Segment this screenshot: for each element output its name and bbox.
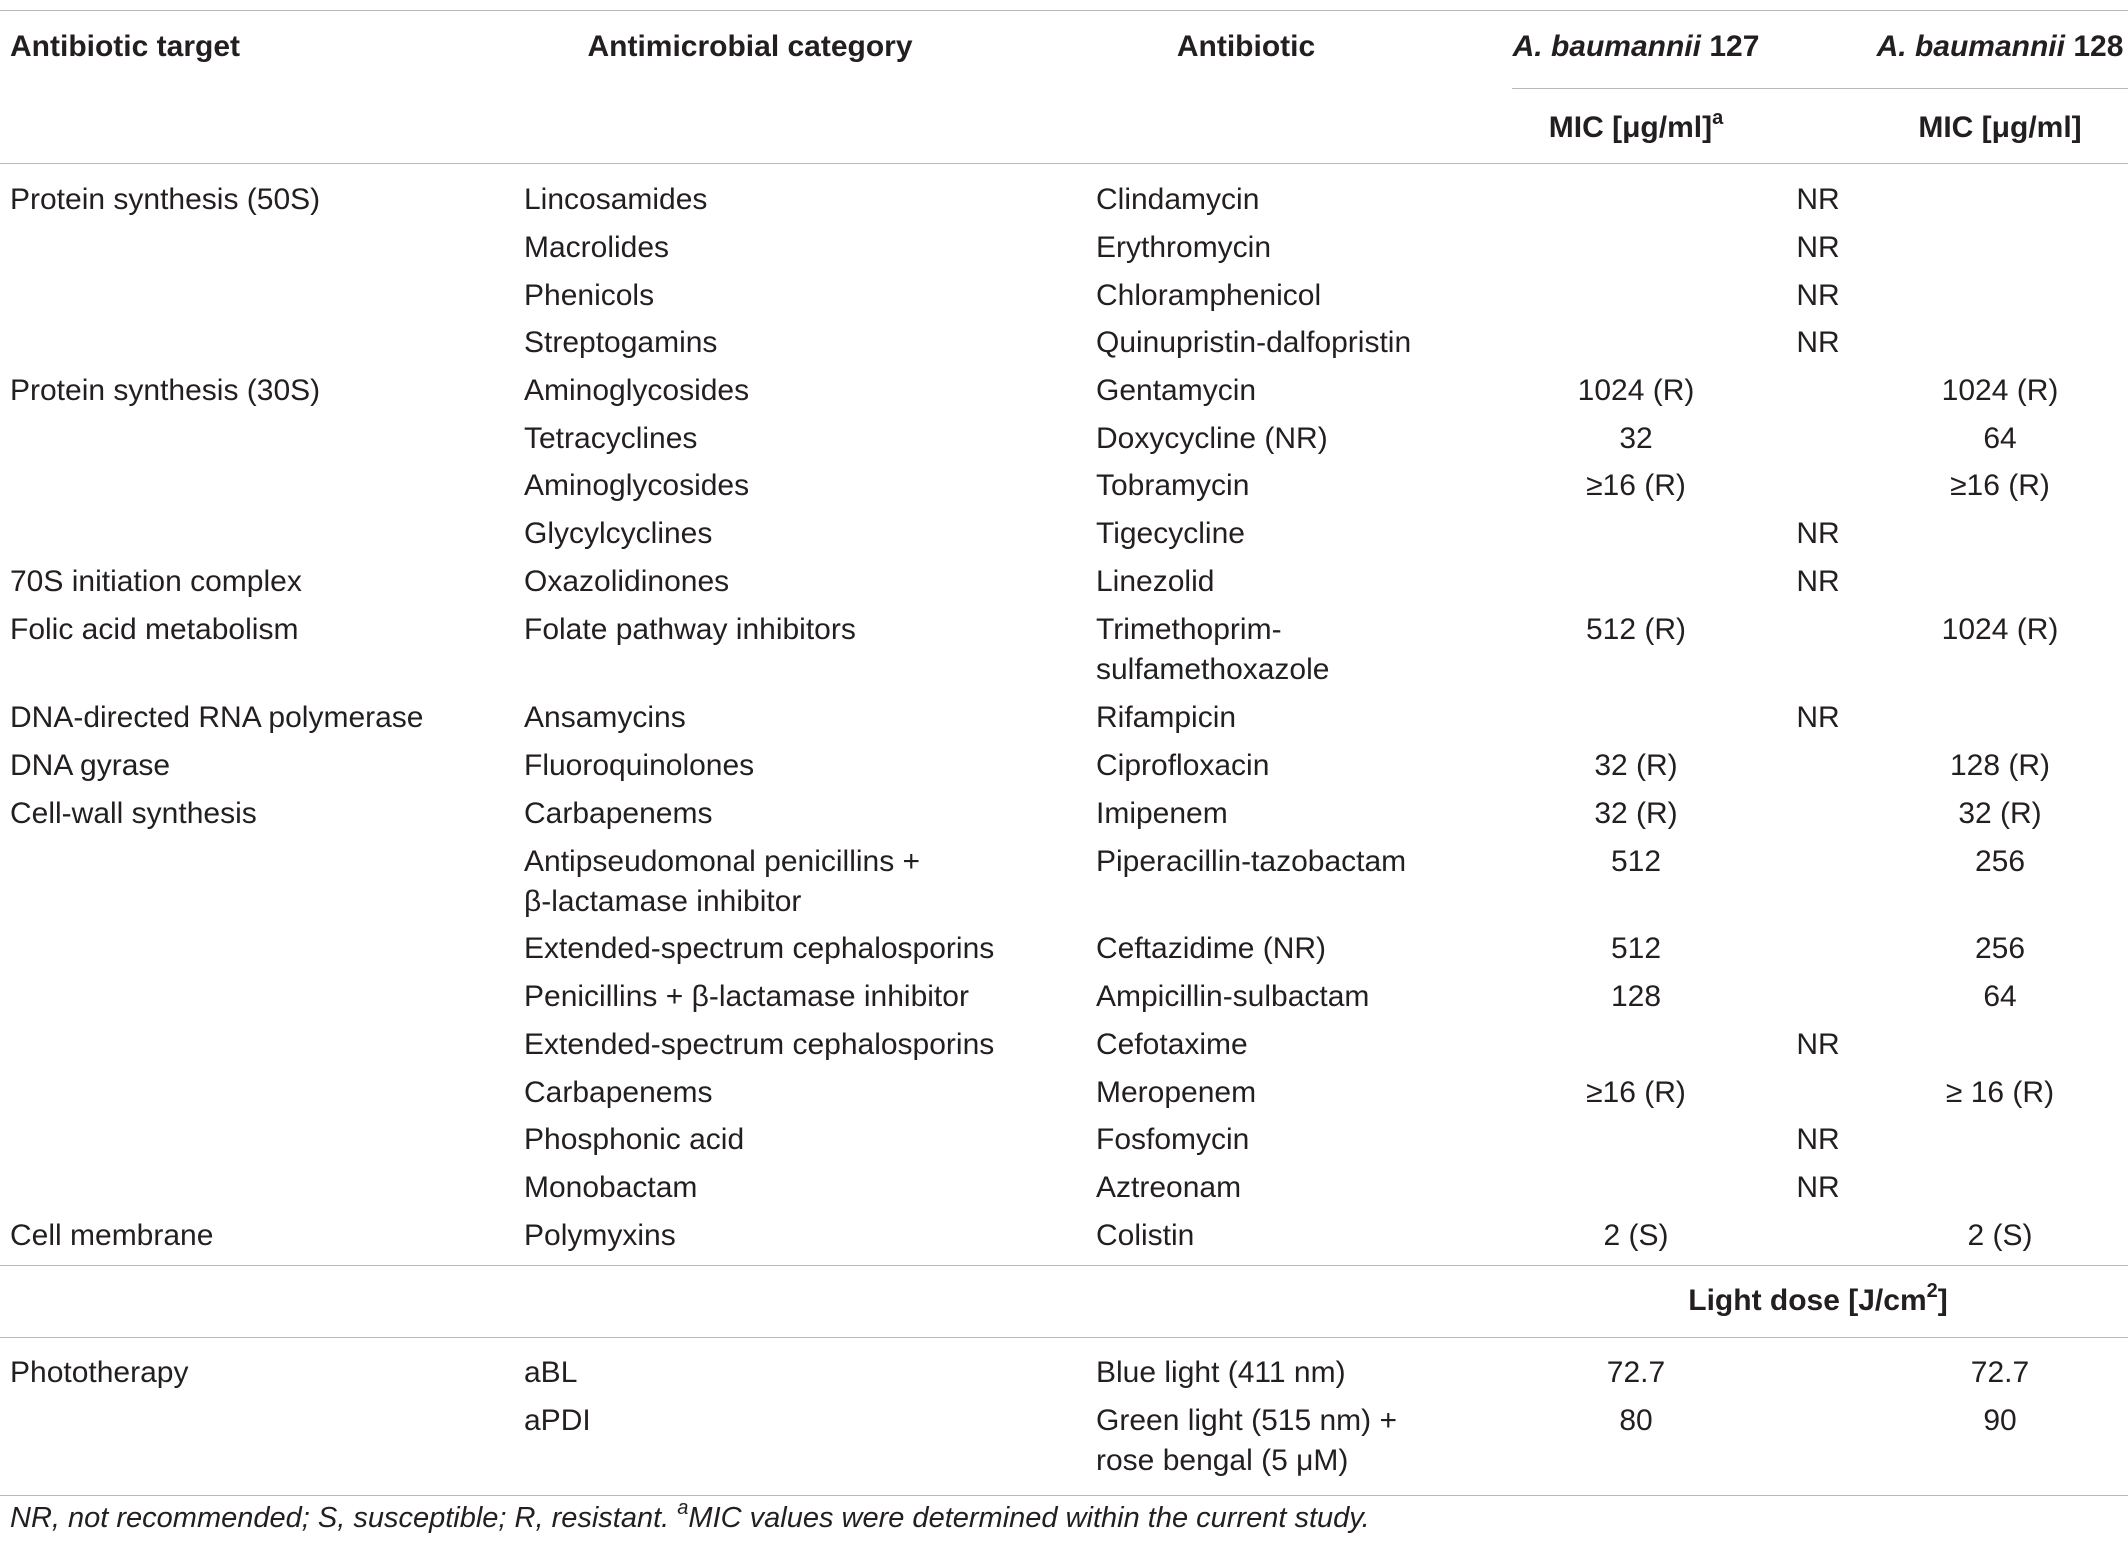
cell-antibiotic-target: Protein synthesis (30S)	[10, 374, 321, 407]
cell-mic-127: 32 (R)	[1594, 749, 1678, 782]
cell-antibiotic-target: Cell-wall synthesis	[10, 797, 257, 830]
cell-antimicrobial-category: Carbapenems	[524, 1076, 713, 1109]
cell-antibiotic: Meropenem	[1096, 1076, 1257, 1109]
top-rule	[0, 10, 2128, 11]
cell-antibiotic: Cefotaxime	[1096, 1028, 1248, 1061]
cell-antibiotic: Tobramycin	[1096, 469, 1250, 502]
cell-antibiotic-line2: sulfamethoxazole	[1096, 653, 1330, 686]
cell-mic-127: 1024 (R)	[1577, 374, 1695, 407]
bottom-rule	[0, 1495, 2128, 1496]
cell-antibiotic-target: Cell membrane	[10, 1219, 214, 1252]
cell-light-dose-127: 80	[1619, 1404, 1653, 1437]
cell-antibiotic-target: Protein synthesis (50S)	[10, 183, 321, 216]
cell-antibiotic-target: DNA-directed RNA polymerase	[10, 701, 424, 734]
cell-treatment: Green light (515 nm) +	[1096, 1404, 1397, 1437]
cell-treatment-line2: rose bengal (5 μM)	[1096, 1444, 1349, 1477]
cell-antimicrobial-category-line2: β-lactamase inhibitor	[524, 885, 802, 918]
cell-mic-127: ≥16 (R)	[1586, 1076, 1686, 1109]
cell-antimicrobial-category: Ansamycins	[524, 701, 686, 734]
cell-antibiotic: Ceftazidime (NR)	[1096, 932, 1327, 965]
cell-antimicrobial-category: Phenicols	[524, 279, 655, 312]
cell-mic-128: 32 (R)	[1958, 797, 2042, 830]
cell-antimicrobial-category: Extended-spectrum cephalosporins	[524, 932, 995, 965]
cell-antimicrobial-category: Fluoroquinolones	[524, 749, 755, 782]
cell-antimicrobial-category: Macrolides	[524, 231, 670, 264]
cell-antibiotic: Ciprofloxacin	[1096, 749, 1270, 782]
cell-antibiotic: Linezolid	[1096, 565, 1215, 598]
cell-antimicrobial-category: Aminoglycosides	[524, 374, 750, 407]
strain-header-rule	[1512, 88, 2128, 89]
cell-antimicrobial-category: Folate pathway inhibitors	[524, 613, 856, 646]
cell-not-recommended: NR	[1796, 1028, 1840, 1061]
header-light-dose: Light dose $[J/cm^2]$	[1688, 1280, 1948, 1317]
cell-mic-127: 512	[1610, 932, 1662, 965]
cell-mic-127: 512	[1610, 845, 1662, 878]
cell-antibiotic: Imipenem	[1096, 797, 1228, 830]
cell-antimicrobial-category: Extended-spectrum cephalosporins	[524, 1028, 995, 1061]
cell-antibiotic-target: Phototherapy	[10, 1356, 189, 1389]
cell-antimicrobial-category: Glycylcyclines	[524, 517, 713, 550]
cell-mic-128: 64	[1983, 980, 2017, 1013]
cell-antibiotic: Gentamycin	[1096, 374, 1257, 407]
header-mic-128: MIC [μg/ml]	[1918, 111, 2082, 144]
cell-antimicrobial-category: Monobactam	[524, 1171, 698, 1204]
cell-antibiotic: Aztreonam	[1096, 1171, 1242, 1204]
cell-mic-127: 2 (S)	[1603, 1219, 1669, 1252]
light-section-top-rule	[0, 1265, 2128, 1266]
cell-antibiotic: Ampicillin-sulbactam	[1096, 980, 1370, 1013]
cell-antibiotic: Piperacillin-tazobactam	[1096, 845, 1407, 878]
cell-antimicrobial-category: Antipseudomonal penicillins +	[524, 845, 921, 878]
cell-mic-128: ≥16 (R)	[1950, 469, 2050, 502]
cell-antibiotic-target: DNA gyrase	[10, 749, 171, 782]
cell-not-recommended: NR	[1796, 565, 1840, 598]
cell-antibiotic-target: 70S initiation complex	[10, 565, 302, 598]
cell-antibiotic: Trimethoprim-	[1096, 613, 1282, 646]
header-antimicrobial-category: Antimicrobial category	[587, 30, 913, 63]
cell-antimicrobial-category: Phosphonic acid	[524, 1123, 745, 1156]
cell-antimicrobial-category: Oxazolidinones	[524, 565, 730, 598]
cell-mic-128: 128 (R)	[1949, 749, 2051, 782]
cell-not-recommended: NR	[1796, 231, 1840, 264]
cell-not-recommended: NR	[1796, 1123, 1840, 1156]
cell-light-dose-127: 72.7	[1606, 1356, 1666, 1389]
cell-antibiotic: Clindamycin	[1096, 183, 1260, 216]
header-strain-127: A. baumannii 127	[1512, 30, 1760, 63]
cell-mic-128: 256	[1974, 845, 2026, 878]
cell-antimicrobial-category: Polymyxins	[524, 1219, 676, 1252]
header-bottom-rule	[0, 163, 2128, 164]
cell-antimicrobial-category: Penicillins + β-lactamase inhibitor	[524, 980, 969, 1013]
cell-antimicrobial-category: Lincosamides	[524, 183, 708, 216]
cell-mic-128: 1024 (R)	[1941, 374, 2059, 407]
cell-mic-128: 2 (S)	[1967, 1219, 2033, 1252]
cell-not-recommended: NR	[1796, 279, 1840, 312]
cell-antibiotic: Erythromycin	[1096, 231, 1272, 264]
cell-not-recommended: NR	[1796, 701, 1840, 734]
cell-antimicrobial-category: Streptogamins	[524, 326, 718, 359]
header-antibiotic: Antibiotic	[1176, 30, 1316, 63]
light-section-header-rule	[0, 1337, 2128, 1338]
cell-antimicrobial-category: aPDI	[524, 1404, 591, 1437]
header-strain-128: A. baumannii 128	[1876, 30, 2124, 63]
cell-antibiotic: Quinupristin-dalfopristin	[1096, 326, 1412, 359]
cell-antibiotic: Chloramphenicol	[1096, 279, 1322, 312]
cell-antimicrobial-category: Tetracyclines	[524, 422, 698, 455]
cell-light-dose-128: 90	[1983, 1404, 2017, 1437]
cell-not-recommended: NR	[1796, 183, 1840, 216]
cell-antibiotic: Colistin	[1096, 1219, 1195, 1252]
cell-mic-128: ≥ 16 (R)	[1945, 1076, 2055, 1109]
cell-antibiotic: Fosfomycin	[1096, 1123, 1250, 1156]
cell-mic-128: 64	[1983, 422, 2017, 455]
cell-mic-127: ≥16 (R)	[1586, 469, 1686, 502]
cell-mic-127: 512 (R)	[1585, 613, 1687, 646]
cell-antimicrobial-category: aBL	[524, 1356, 578, 1389]
cell-light-dose-128: 72.7	[1970, 1356, 2030, 1389]
cell-antibiotic: Tigecycline	[1096, 517, 1245, 550]
cell-mic-128: 1024 (R)	[1941, 613, 2059, 646]
cell-mic-127: 32	[1619, 422, 1653, 455]
cell-not-recommended: NR	[1796, 517, 1840, 550]
cell-mic-127: 128	[1610, 980, 1662, 1013]
cell-antibiotic: Rifampicin	[1096, 701, 1237, 734]
cell-antibiotic: Doxycycline (NR)	[1096, 422, 1328, 455]
cell-antibiotic-target: Folic acid metabolism	[10, 613, 299, 646]
cell-antimicrobial-category: Aminoglycosides	[524, 469, 750, 502]
cell-mic-127: 32 (R)	[1594, 797, 1678, 830]
cell-antimicrobial-category: Carbapenems	[524, 797, 713, 830]
cell-not-recommended: NR	[1796, 1171, 1840, 1204]
cell-not-recommended: NR	[1796, 326, 1840, 359]
header-antibiotic-target: Antibiotic target	[10, 30, 240, 63]
table-footnote: NR, not recommended; S, susceptible; R, resistant. $^a$MIC values were determined within the current study.	[10, 1497, 1370, 1534]
header-mic-127: MIC $[\mu g/ml]^a$	[1548, 107, 1724, 144]
cell-treatment: Blue light (411 nm)	[1096, 1356, 1346, 1389]
cell-mic-128: 256	[1974, 932, 2026, 965]
